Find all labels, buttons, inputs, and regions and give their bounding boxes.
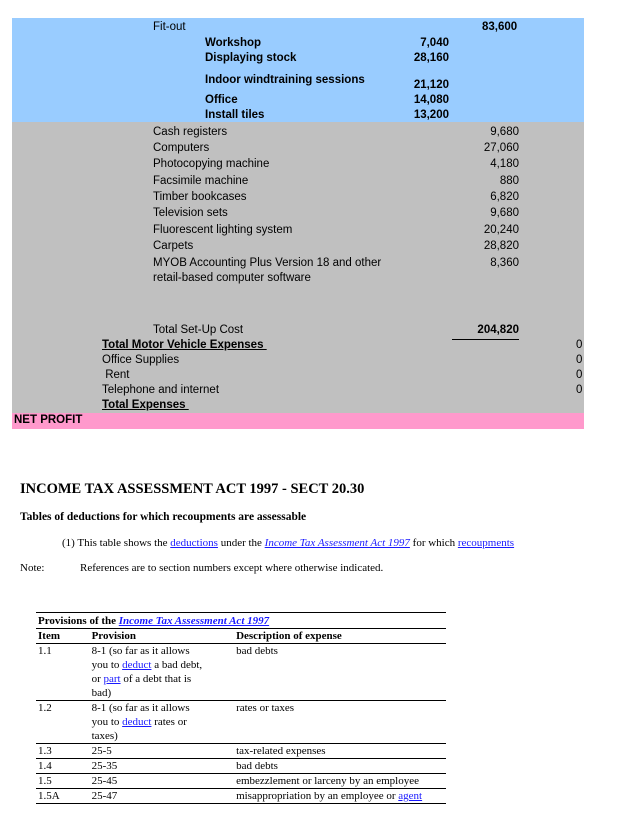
provision-cell: 8-1 (so far as it allows you to deduct a bad debt, or part of a debt that is bad) [90, 644, 235, 701]
equipment-value: 4,180 [490, 158, 519, 170]
deductions-link[interactable]: deductions [170, 537, 218, 549]
total-underline [452, 339, 519, 340]
act-link[interactable]: Income Tax Assessment Act 1997 [264, 537, 410, 549]
total-setup-value: 204,820 [477, 324, 519, 336]
description-cell: misappropriation by an employee or agent [234, 789, 446, 804]
fitout-item-label: Install tiles [205, 109, 265, 121]
equipment-value: 27,060 [483, 142, 519, 154]
equipment-label: Computers [153, 142, 210, 154]
para-text: for which [409, 537, 458, 549]
item-cell: 1.5 [36, 774, 90, 789]
table-body [36, 644, 446, 804]
equipment-label-cont: retail-based computer software [153, 272, 311, 284]
equipment-label: Cash registers [153, 126, 228, 138]
expense-label: Total Expenses [102, 399, 189, 411]
item-cell: 1.1 [36, 644, 90, 701]
fitout-item-label: Workshop [205, 37, 262, 49]
equipment-label: Timber bookcases [153, 191, 247, 203]
table-row [36, 744, 446, 759]
caption-act-link[interactable]: Income Tax Assessment Act 1997 [118, 615, 270, 627]
header-provision: Provision [90, 629, 235, 644]
equipment-value: 880 [499, 175, 519, 187]
fitout-total: 83,600 [482, 21, 518, 33]
recoupments-link[interactable]: recoupments [457, 537, 515, 549]
equipment-value: 8,360 [490, 257, 519, 269]
agent-link[interactable]: agent [398, 790, 423, 802]
note-label: Note: [20, 562, 45, 574]
description-cell: bad debts [234, 759, 446, 774]
total-setup-label: Total Set-Up Cost [153, 324, 244, 336]
para-text: under the [217, 537, 265, 549]
item-cell: 1.3 [36, 744, 90, 759]
provision-cell: 25-45 [90, 774, 235, 789]
description-cell: embezzlement or larceny by an employee [234, 774, 446, 789]
equipment-label: MYOB Accounting Plus Version 18 and other [153, 257, 382, 269]
equipment-label: Carpets [153, 240, 194, 252]
deduct-link[interactable]: deduct [122, 716, 152, 728]
fitout-item-value: 14,080 [413, 94, 449, 106]
table-row [36, 701, 446, 744]
provision-cell: 25-5 [90, 744, 235, 759]
fitout-item-value: 13,200 [413, 109, 449, 121]
expense-label: Office Supplies [102, 354, 180, 366]
table-row [36, 644, 446, 701]
provisions-table [36, 612, 446, 804]
equipment-label: Television sets [153, 207, 228, 219]
table-row [36, 789, 446, 804]
description-cell: bad debts [234, 644, 446, 701]
item-cell: 1.5A [36, 789, 90, 804]
equipment-label: Fluorescent lighting system [153, 224, 293, 236]
fitout-item-value: 28,160 [413, 52, 449, 64]
expense-label: Total Motor Vehicle Expenses [102, 339, 267, 351]
description-cell: tax-related expenses [234, 744, 446, 759]
provision-cell: 25-47 [90, 789, 235, 804]
caption-text: Provisions of the [38, 615, 119, 627]
header-description: Description of expense [234, 629, 446, 644]
equipment-value: 6,820 [490, 191, 519, 203]
note-text: References are to section numbers except where otherwise indicated. [80, 562, 384, 574]
item-cell: 1.4 [36, 759, 90, 774]
net-profit-band [12, 413, 584, 429]
part-link[interactable]: part [103, 673, 121, 685]
table-row [36, 774, 446, 789]
act-title: INCOME TAX ASSESSMENT ACT 1997 - SECT 20.30 [20, 481, 365, 497]
expense-value: 0 [576, 369, 583, 381]
table-caption-row [36, 613, 446, 629]
header-item: Item [36, 629, 90, 644]
item-cell: 1.2 [36, 701, 90, 744]
expense-label: Rent [102, 369, 130, 381]
equipment-value: 9,680 [490, 126, 519, 138]
table-header-row [36, 629, 446, 644]
expense-value: 0 [576, 339, 583, 351]
equipment-label: Facsimile machine [153, 175, 249, 187]
expense-value: 0 [576, 354, 583, 366]
net-profit-label: NET PROFIT [14, 414, 83, 426]
equipment-value: 20,240 [483, 224, 519, 236]
fitout-item-value: 7,040 [420, 37, 449, 49]
fitout-item-label: Displaying stock [205, 52, 297, 64]
fitout-item-value: 21,120 [413, 79, 449, 91]
equipment-label: Photocopying machine [153, 158, 270, 170]
para-text: (1) This table shows the [62, 537, 171, 549]
expense-label: Telephone and internet [102, 384, 220, 396]
act-subtitle: Tables of deductions for which recoupments are assessable [20, 511, 307, 523]
expense-value: 0 [576, 384, 583, 396]
deduct-link[interactable]: deduct [122, 659, 152, 671]
description-cell: rates or taxes [234, 701, 446, 744]
equipment-value: 28,820 [483, 240, 519, 252]
fitout-item-label: Office [205, 94, 238, 106]
fitout-item-label: Indoor windtraining sessions [205, 74, 365, 86]
provision-cell: 25-35 [90, 759, 235, 774]
table-row [36, 759, 446, 774]
provision-cell: 8-1 (so far as it allows you to deduct rates or taxes) [90, 701, 235, 744]
act-paragraph [62, 537, 514, 549]
table-caption [36, 613, 446, 629]
equipment-value: 9,680 [490, 207, 519, 219]
fitout-label: Fit-out [153, 21, 186, 33]
